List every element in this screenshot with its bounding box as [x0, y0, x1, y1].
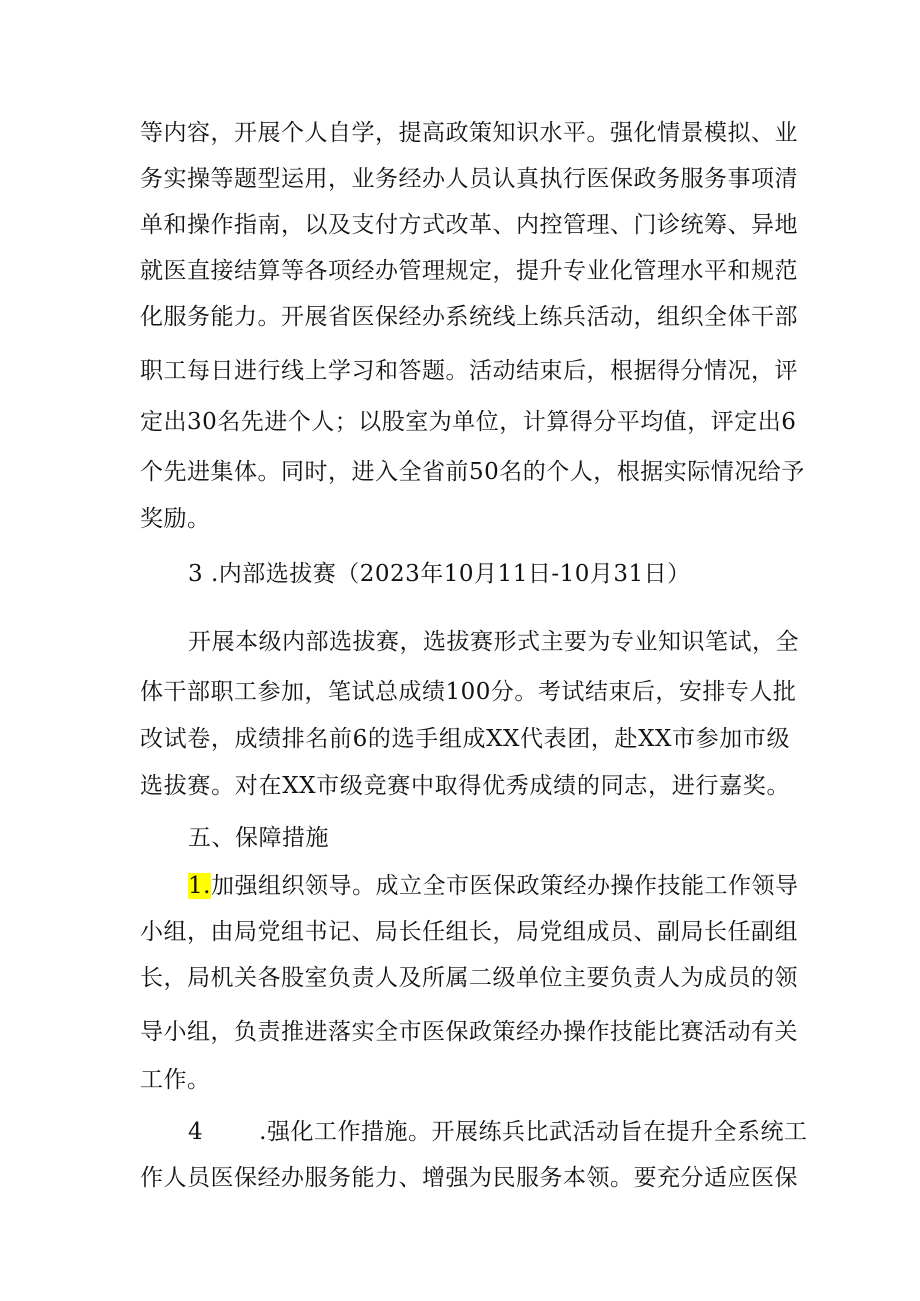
text-line: 小组，由局党组书记、局长任组长，局党组成员、副局长任副组	[140, 919, 798, 945]
text-line: 工作。	[140, 1067, 211, 1093]
section-heading-internal-selection: 3 .内部选拔赛（2023年10月11日-10月31日）	[188, 561, 691, 587]
text-line: 长，局机关各股室负责人及所属二级单位主要负责人为成员的领	[140, 965, 798, 991]
text-line: 选拔赛。对在XX市级竞赛中取得优秀成绩的同志，进行嘉奖。	[140, 773, 790, 799]
text-line: 个先进集体。同时，进入全省前50名的个人，根据实际情况给予	[140, 459, 805, 485]
text-line: 4 .强化工作措施。开展练兵比武活动旨在提升全系统工	[188, 1119, 808, 1145]
text-line: 等内容，开展个人自学，提高政策知识水平。强化情景模拟、业	[140, 120, 798, 146]
text-line: 定出30名先进个人；以股室为单位，计算得分平均值，评定出6	[140, 409, 797, 435]
text-line: 1.加强组织领导。成立全市医保政策经办操作技能工作领导	[188, 873, 799, 899]
highlighted-item-number: 1.	[188, 873, 211, 899]
text-line: 改试卷，成绩排名前6的选手组成XX代表团，赴XX市参加市级	[140, 726, 790, 752]
text-line: 职工每日进行线上学习和答题。活动结束后，根据得分情况，评	[140, 358, 798, 384]
text-line: 务实操等题型运用，业务经办人员认真执行医保政务服务事项清	[140, 166, 798, 192]
text-line: 化服务能力。开展省医保经办系统线上练兵活动，组织全体干部	[140, 304, 798, 330]
text-line: 奖励。	[140, 506, 211, 532]
text-line: 开展本级内部选拔赛，选拔赛形式主要为专业知识笔试，全	[188, 629, 799, 655]
text-line: 体干部职工参加，笔试总成绩100分。考试结束后，安排专人批	[140, 679, 797, 705]
item-number: 4	[188, 1119, 204, 1145]
text-line: 作人员医保经办服务能力、增强为民服务本领。要充分适应医保	[140, 1165, 798, 1191]
text-line: 就医直接结算等各项经办管理规定，提升专业化管理水平和规范	[140, 258, 798, 284]
section-heading-safeguards: 五、保障措施	[188, 825, 329, 851]
text-line: 单和操作指南，以及支付方式改革、内控管理、门诊统筹、异地	[140, 212, 798, 238]
text-line: 导小组，负责推进落实全市医保政策经办操作技能比赛活动有关	[140, 1019, 798, 1045]
